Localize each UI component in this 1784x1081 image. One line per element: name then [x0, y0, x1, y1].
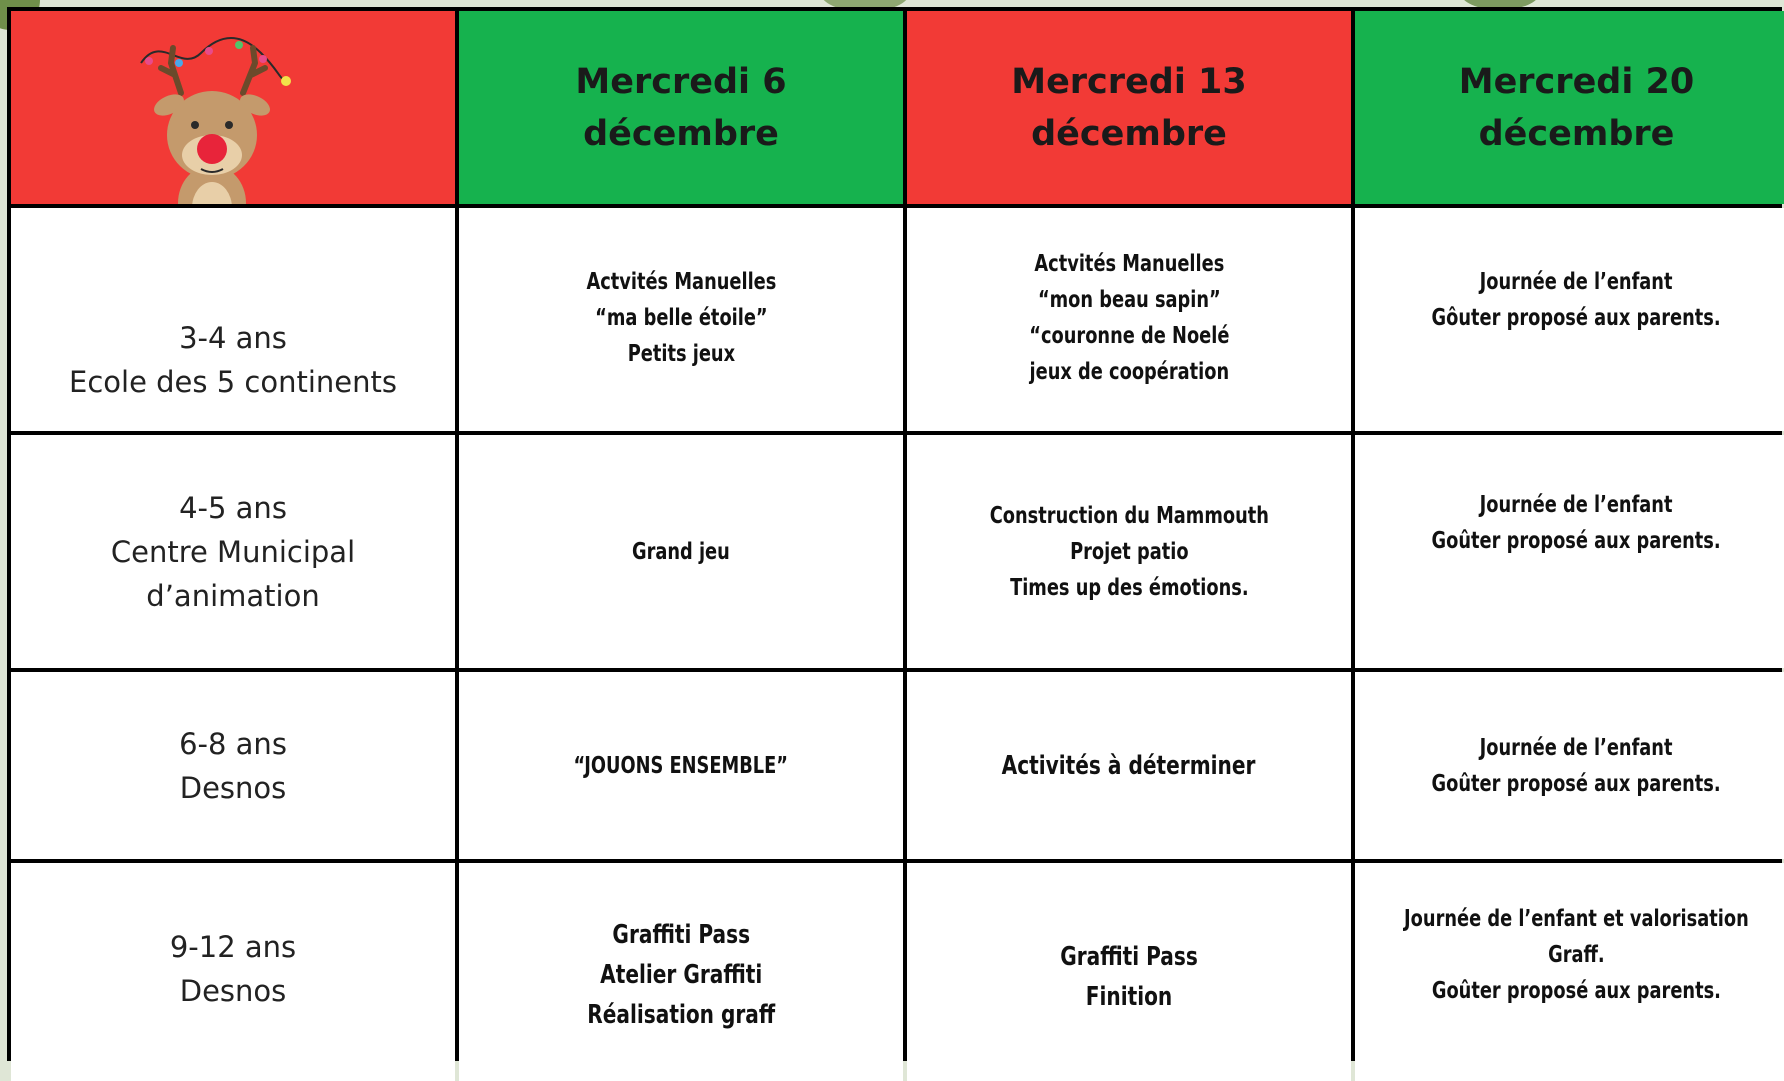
- activity-line: “couronne de Noelé: [1028, 323, 1230, 349]
- age-group-line: 4-5 ans: [179, 490, 287, 525]
- age-group-cell: [11, 435, 455, 668]
- activity-line: Journée de l’enfant et valorisation: [1404, 906, 1749, 932]
- header-date-line2: décembre: [1478, 113, 1675, 154]
- header-date-line2: décembre: [1031, 113, 1227, 154]
- activity-cell: [1355, 672, 1784, 859]
- schedule-table: [7, 7, 1782, 1061]
- activity-line: Goûter proposé aux parents.: [1431, 528, 1722, 554]
- activity-line: Graffiti Pass: [612, 920, 750, 950]
- activity-cell: [1355, 863, 1784, 1081]
- activity-line: Actvités Manuelles: [1034, 251, 1224, 277]
- header-corner-cell: [11, 11, 455, 204]
- age-group-line: 6-8 ans: [179, 726, 287, 761]
- activity-line: Réalisation graff: [587, 1000, 775, 1030]
- activity-cell: [907, 435, 1351, 668]
- activity-cell: [459, 672, 903, 859]
- activity-cell: [459, 863, 903, 1081]
- activity-line: “ma belle étoile”: [594, 305, 768, 331]
- activity-cell: [1355, 208, 1784, 431]
- reindeer-icon: [131, 23, 301, 204]
- activity-line: Graff.: [1548, 942, 1605, 968]
- age-group-line: Ecole des 5 continents: [69, 364, 397, 399]
- activity-line: Grand jeu: [632, 538, 730, 565]
- age-group-line: 3-4 ans: [179, 320, 287, 355]
- activity-line: Graffiti Pass: [1060, 942, 1198, 972]
- header-date-2: [907, 11, 1351, 204]
- age-group-cell: [11, 672, 455, 859]
- activity-line: Actvités Manuelles: [586, 269, 776, 295]
- activity-line: Activités à déterminer: [1002, 750, 1256, 781]
- activity-line: Construction du Mammouth: [989, 502, 1269, 529]
- header-date-line2: décembre: [583, 113, 779, 154]
- activity-line: Journée de l’enfant: [1480, 492, 1673, 518]
- activity-line: Times up des émotions.: [1009, 574, 1249, 601]
- age-group-cell: [11, 863, 455, 1081]
- header-date-line1: Mercredi 20: [1458, 61, 1695, 102]
- activity-line: Atelier Graffiti: [599, 960, 763, 990]
- age-group-line: Desnos: [179, 770, 287, 805]
- header-date-3: [1355, 11, 1784, 204]
- header-date-line1: Mercredi 6: [575, 61, 787, 102]
- activity-line: Goûter proposé aux parents.: [1431, 770, 1722, 797]
- activity-cell: [1355, 435, 1784, 668]
- activity-line: jeux de coopération: [1029, 359, 1229, 385]
- age-group-line: Desnos: [179, 974, 287, 1008]
- header-date-line1: Mercredi 13: [1011, 61, 1247, 102]
- activity-line: Journée de l’enfant: [1480, 734, 1673, 761]
- activity-line: Projet patio: [1069, 538, 1189, 565]
- activity-line: Goûter proposé aux parents.: [1431, 978, 1722, 1004]
- activity-cell: [459, 208, 903, 431]
- age-group-line: 9-12 ans: [169, 930, 297, 964]
- activity-cell: [907, 863, 1351, 1081]
- activity-line: Journée de l’enfant: [1480, 269, 1673, 295]
- age-group-cell: [11, 208, 455, 431]
- activity-line: “JOUONS ENSEMBLE”: [573, 752, 789, 779]
- activity-line: Gôuter proposé aux parents.: [1431, 305, 1722, 331]
- activity-cell: [459, 435, 903, 668]
- header-date-1: [459, 11, 903, 204]
- age-group-line: Centre Municipal: [110, 534, 356, 569]
- activity-line: Petits jeux: [627, 341, 735, 367]
- activity-cell: [907, 672, 1351, 859]
- activity-line: Finition: [1085, 982, 1173, 1012]
- age-group-line: d’animation: [146, 578, 320, 613]
- activity-line: “mon beau sapin”: [1037, 287, 1221, 313]
- activity-cell: [907, 208, 1351, 431]
